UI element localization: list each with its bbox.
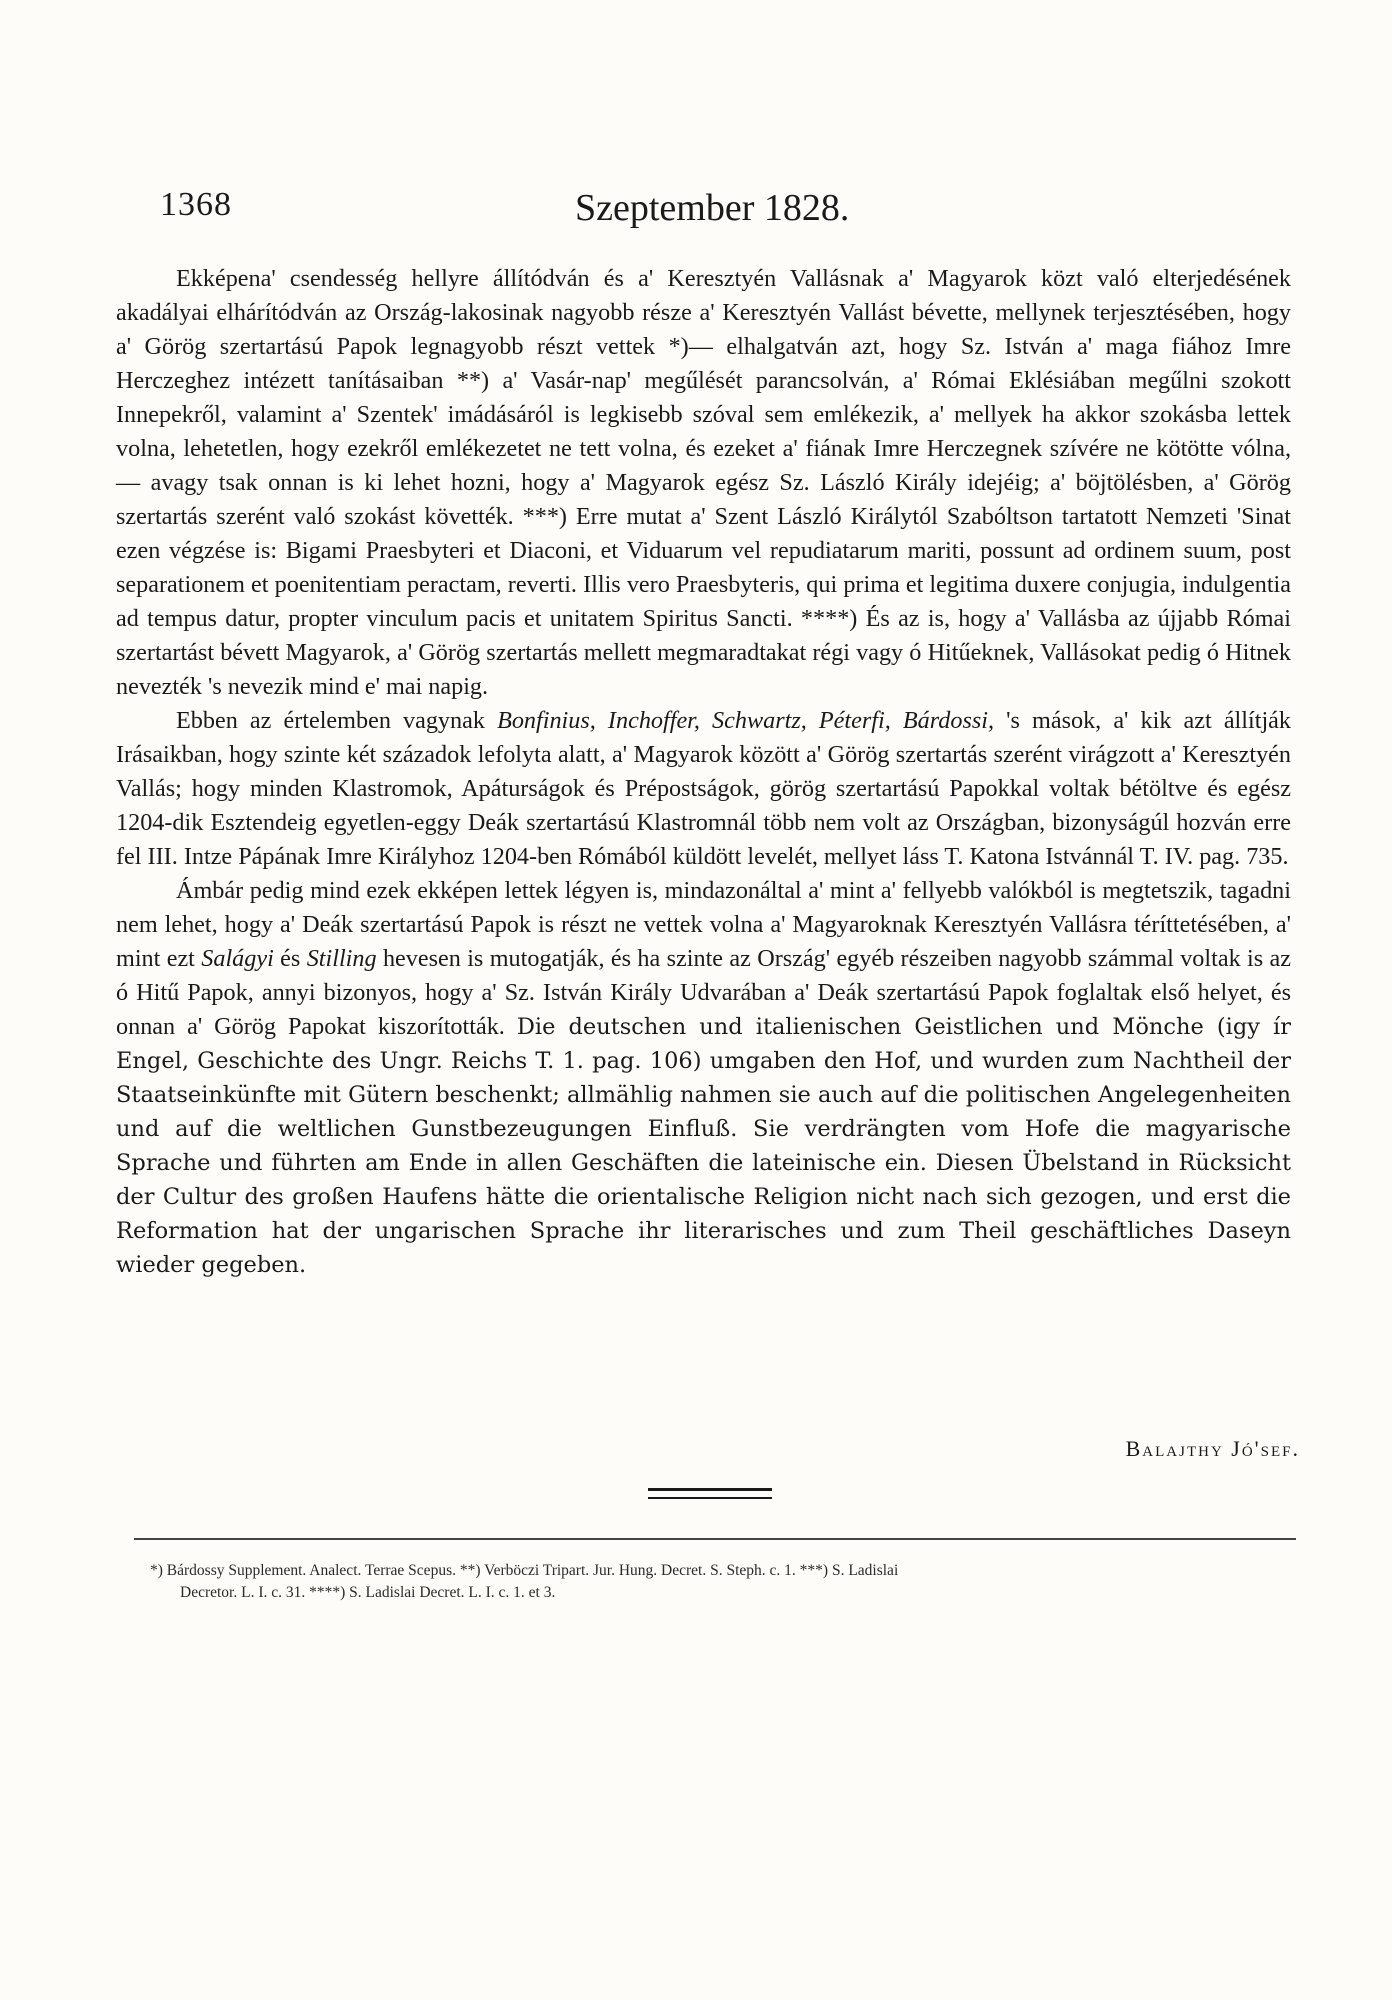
paragraph-3-rest: hevesen is mutogatják, és ha szinte az Ország' egyéb részeiben nagyobb számmal voltak is az ó Hitű Papok, annyi bizonyos, hogy a' Sz. István Király Udvarában a' Deák szertartású Papok foglaltak első helyet, és onnan a' Görög Papokat kiszorították.	[116, 945, 1291, 1040]
footnote-line: *) Bárdossy Supplement. Analect. Terrae Scepus. **) Verböczi Tripart. Jur. Hung. Decret. S. Steph. c. 1. ***) S. Ladislai	[150, 1562, 899, 1579]
cited-author-stilling: Stilling	[306, 945, 377, 972]
paragraph-1: Ekképena' csendesség hellyre állítódván és a' Keresztyén Vallásnak a' Magyarok közt való elterjedésének akadályai elhárítódván az Ország-lakosinak nagyobb része a' Keresztyén Vallást bévette, mellynek terjesztésében, hogy a' Görög szertartású Papok legnagyobb részt vettek *)— elhalgatván azt, hogy Sz. István a' maga fiához Imre Herczeghez intézett tanításaiban **) a' Vasár-nap' megűlését parancsolván, a' Római Eklésiában megűlni szokott Innepekről, valamint a' Szentek' imádásáról is legkisebb szóval sem emlékezik, a' mellyek ha akkor szokásba lettek volna, lehetetlen, hogy ezekről emlékezetet ne tett volna, és ezeket a' fiának Imre Herczegnek szívére ne kötötte vólna, — avagy tsak onnan is ki lehet hozni, hogy a' Magyarok egész Sz. László Király idejéig; a' böjtölésben, a' Görög szertartás szerént való szokást követték. ***) Erre mutat a' Szent László Királytól Szabóltson tartatott Nemzeti 'Sinat ezen végzése is: Bigami Praesbyteri et Diaconi, et Viduarum vel repudiatarum mariti, possunt ad ordinem suum, post separationem et poenitentiam peractam, reverti. Illis vero Praesbyteris, qui prima et legitima duxere conjugia, indulgentia ad tempus datur, propter vinculum pacis et unitatem Spiritus Sancti. ****) És az is, hogy a' Vallásba az újjabb Római szertartást bévett Magyarok, a' Görög szertartás mellett megmaradtakat régi vagy ó Hitűeknek, Vallásokat pedig ó Hitnek nevezték 's nevezik mind e' mai napig.	[116, 265, 1291, 700]
cited-authors: Bonfinius, Inchoffer, Schwartz, Péterfi, Bárdossi,	[497, 707, 995, 734]
cited-author-salagyi: Salágyi	[201, 945, 274, 972]
german-quotation: Die deutschen und italienischen Geistlichen und Mönche (igy ír Engel, Geschichte des Ungr. Reichs T. 1. pag. 106) umgaben den Hof, und wurden zum Nachtheil der Staatseinkünfte mit Gütern beschenkt; allmählig nahmen sie auch auf die politischen Angelegenheiten und auf die weltlichen Gunstbezeugungen Einfluß. Sie verdrängten vom Hofe die magyarische Sprache und führten am Ende in allen Geschäften die lateinische ein. Diesen Übelstand in Rücksicht der Cultur des großen Haufens hätte die orientalische Religion nicht nach sich gezogen, und erst die Reformation hat der ungarischen Sprache ihr literarisches und zum Theil geschäftliches Daseyn wieder gegeben.	[116, 1014, 1291, 1278]
page-number: 1368	[160, 186, 232, 223]
page-header	[160, 186, 1320, 236]
paragraph-3-lead: Ámbár pedig mind ezek ekképen lettek légyen is, mindazonáltal a' mint a' fellyebb valókból is megtetszik, tagadni nem lehet, hogy a' Deák szertartású Papok is részt ne vettek volna a' Magyaroknak Keresztyén Vallásra téríttetésében, a' mint ezt	[116, 877, 1291, 972]
author-signature: Balajthy Jó'sef.	[1125, 1436, 1300, 1461]
running-head: Szeptember 1828.	[575, 187, 850, 229]
paragraph-3-mid: és	[273, 945, 307, 972]
paragraph-2-lead: Ebben az értelemben vagynak	[176, 707, 498, 734]
paragraph-2	[116, 704, 1291, 874]
article-body	[116, 262, 1291, 1282]
footnotes	[150, 1560, 1300, 1604]
paragraph-3	[116, 874, 1291, 1282]
footnote-divider	[134, 1538, 1296, 1540]
section-divider	[648, 1488, 772, 1499]
footnote-line: Decretor. L. I. c. 31. ****) S. Ladislai Decret. L. I. c. 1. et 3.	[180, 1584, 556, 1601]
paragraph-2-rest: 's mások, a' kik azt állítják Irásaikban, hogy szinte két századok lefolyta alatt, a' Magyarok között a' Görög szertartás szerént virágzott a' Keresztyén Vallás; hogy minden Klastromok, Apáturságok és Prépostságok, görög szertartású Papokkal voltak bétöltve és egész 1204-dik Esztendeig egyetlen-eggy Deák szertartású Klastromnál több nem volt az Országban, bizonyságúl hozván erre fel III. Intze Pápának Imre Királyhoz 1204-ben Rómából küldött levelét, mellyet láss T. Katona Istvánnál T. IV. pag. 735.	[116, 707, 1291, 870]
